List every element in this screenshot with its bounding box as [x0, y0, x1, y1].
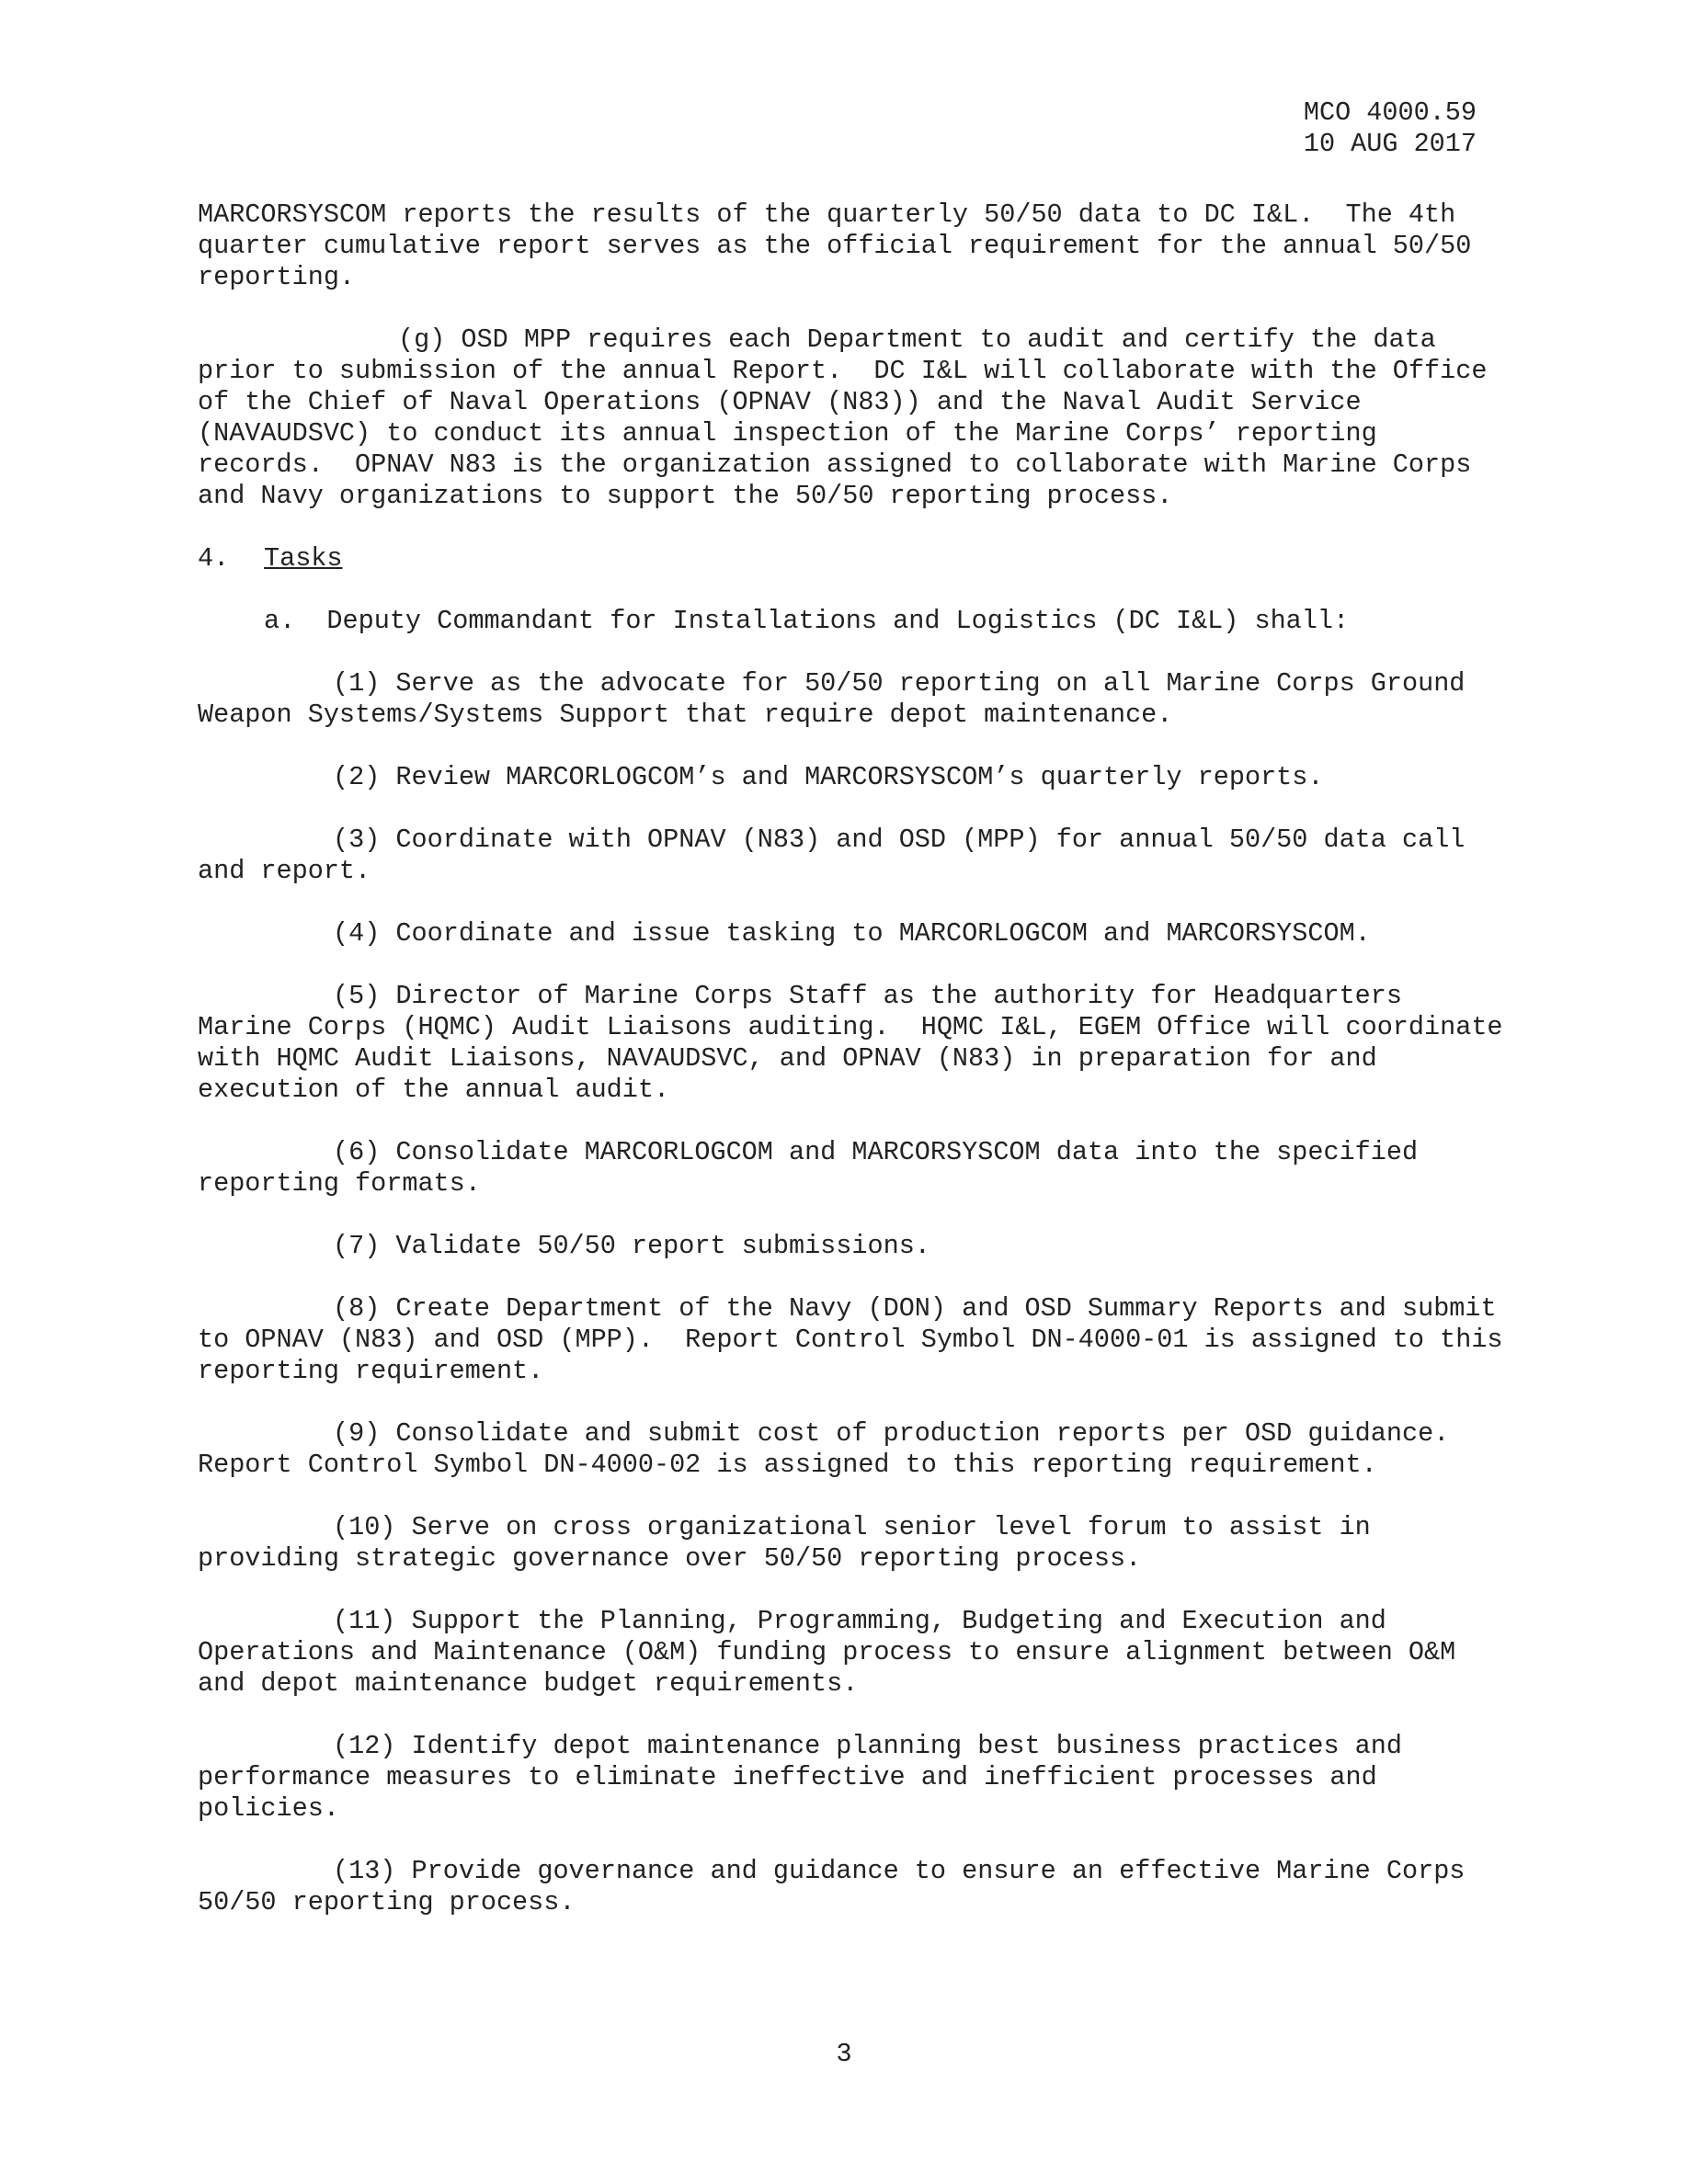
task-item-5: (5) Director of Marine Corps Staff as the authority for Headquarters Marine Corps (HQMC) Audit Liaisons auditing. HQMC I&L, EGEM Office will coordinate with HQMC Audit Liaisons, NAVAUDSVC, and OPNAV (N83) in preparation for and execution of the annual audit.: [198, 981, 1519, 1105]
task-item-12: (12) Identify depot maintenance planning best business practices and performance measures to eliminate ineffective and inefficient processes and policies.: [198, 1731, 1419, 1824]
task-item-7: (7) Validate 50/50 report submissions.: [333, 1231, 930, 1261]
task-item-10: (10) Serve on cross organizational senior level forum to assist in providing strategic governance over 50/50 reporting process.: [198, 1512, 1386, 1574]
task-item-6: (6) Consolidate MARCORLOGCOM and MARCORSYSCOM data into the specified reporting formats.: [198, 1137, 1434, 1199]
task-item-9: (9) Consolidate and submit cost of production reports per OSD guidance. Report Control Symbol DN-4000-02 is assigned to this reporting requirement.: [198, 1418, 1481, 1480]
order-number: MCO 4000.59: [1303, 97, 1477, 128]
order-date: 10 AUG 2017: [1303, 129, 1477, 159]
document-body: [198, 199, 1519, 1918]
subsection-a: a. Deputy Commandant for Installations and Logistics (DC I&L) shall:: [264, 606, 1350, 636]
section-heading: [198, 543, 1503, 574]
task-item-8: (8) Create Department of the Navy (DON) and OSD Summary Reports and submit to OPNAV (N83) and OSD (MPP). Report Control Symbol DN-4000-01 is assigned to this reporting requirement.: [198, 1293, 1519, 1386]
paragraph-continuation: MARCORSYSCOM reports the results of the quarterly 50/50 data to DC I&L. The 4th quarter cumulative report serves as the official requirement for the annual 50/50 reporting.: [198, 199, 1488, 292]
page-number: 3: [836, 2039, 852, 2069]
document-header: [1304, 97, 1477, 160]
task-item-4: (4) Coordinate and issue tasking to MARCORLOGCOM and MARCORSYSCOM.: [333, 918, 1371, 949]
task-item-13: (13) Provide governance and guidance to ensure an effective Marine Corps 50/50 reporting process.: [198, 1856, 1481, 1917]
paragraph-g: (g) OSD MPP requires each Department to audit and certify the data prior to submission of the annual Report. DC I&L will collaborate with the Office of the Chief of Naval Operations (OPNAV (N83)) and the Naval Audit Service (NAVAUDSVC) to conduct its annual inspection of the Marine Corps’ reporting records. OPNAV N83 is the organization assigned to collaborate with Marine Corps and Navy organizations to support the 50/50 reporting process.: [198, 324, 1503, 511]
section-title: Tasks: [264, 543, 343, 574]
task-item-3: (3) Coordinate with OPNAV (N83) and OSD (MPP) for annual 50/50 data call and report.: [198, 825, 1481, 886]
task-item-2: (2) Review MARCORLOGCOM’s and MARCORSYSCOM’s quarterly reports.: [333, 762, 1324, 792]
task-item-1: (1) Serve as the advocate for 50/50 reporting on all Marine Corps Ground Weapon Systems/Systems Support that require depot maintenance.: [198, 668, 1481, 730]
section-number: 4.: [198, 543, 230, 574]
task-item-11: (11) Support the Planning, Programming, Budgeting and Execution and Operations and Maintenance (O&M) funding process to ensure alignment between O&M and depot maintenance budget requirements.: [198, 1606, 1472, 1699]
